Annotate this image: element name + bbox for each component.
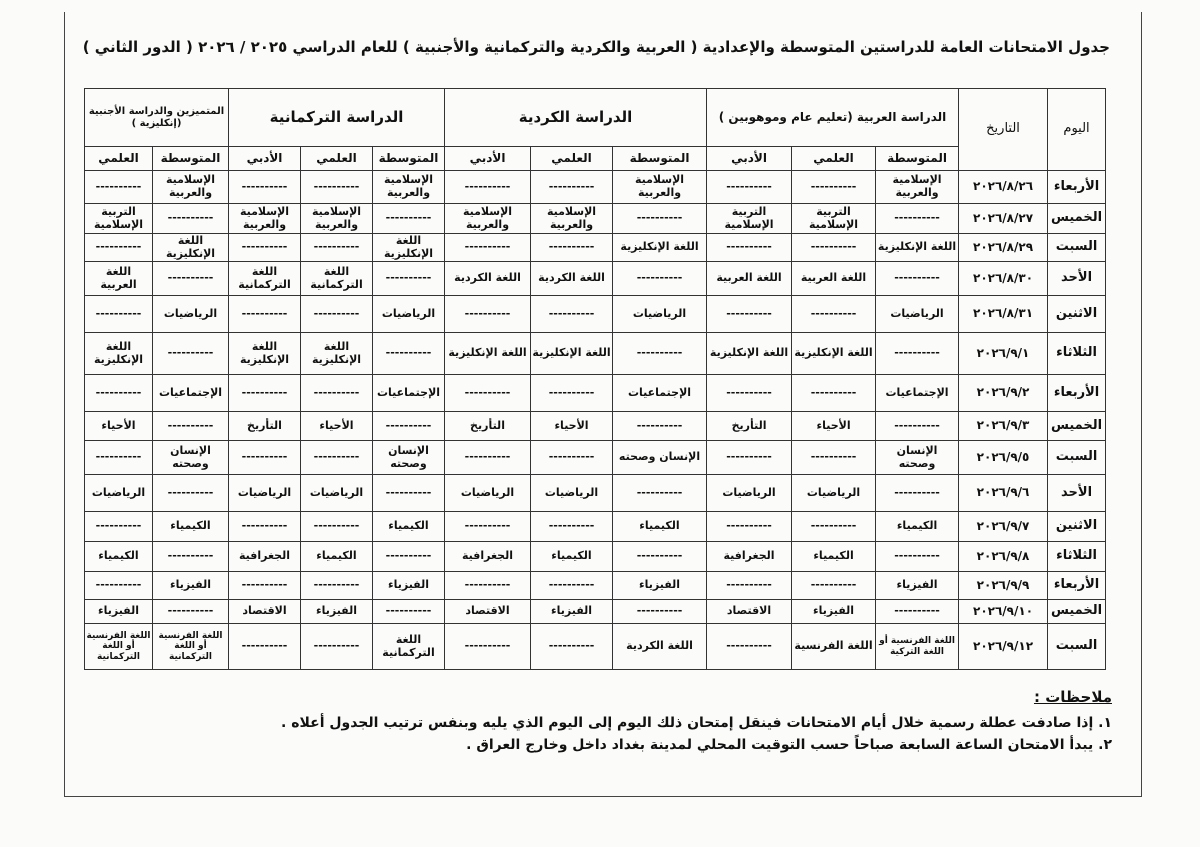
subject-cell: الفيزياء (531, 600, 613, 624)
subject-cell: ---------- (445, 171, 531, 204)
subject-cell: الفيزياء (373, 572, 445, 600)
row-day: السبت (1048, 234, 1106, 262)
subject-cell: ---------- (229, 624, 301, 670)
subject-cell: ---------- (531, 624, 613, 670)
row-day: الخميس (1048, 412, 1106, 441)
header-arabic-literary: الأدبي (707, 147, 792, 171)
subject-cell: ---------- (153, 475, 229, 512)
subject-cell: الإنسان وصحته (613, 441, 707, 475)
subject-cell: ---------- (373, 475, 445, 512)
row-day: الأربعاء (1048, 572, 1106, 600)
subject-cell: ---------- (301, 572, 373, 600)
subject-cell: ---------- (229, 171, 301, 204)
subject-cell: اللغة الإنكليزية (229, 333, 301, 375)
subject-cell: ---------- (792, 296, 876, 333)
subject-cell: الإجتماعيات (876, 375, 959, 412)
subject-cell: اللغة الفرنسية أو اللغة التركية (876, 624, 959, 670)
row-day: الخميس (1048, 204, 1106, 234)
subject-cell: اللغة العربية (707, 262, 792, 296)
table-row (85, 475, 1106, 512)
subject-cell: ---------- (531, 296, 613, 333)
subject-cell: الاقتصاد (707, 600, 792, 624)
subject-cell: الجغرافية (229, 542, 301, 572)
subject-cell: ---------- (707, 441, 792, 475)
subject-cell: الفيزياء (613, 572, 707, 600)
subject-cell: ---------- (153, 542, 229, 572)
subject-cell: الرياضيات (153, 296, 229, 333)
subject-cell: ---------- (613, 412, 707, 441)
row-day: الأحد (1048, 262, 1106, 296)
subject-cell: ---------- (707, 296, 792, 333)
row-date: ٢٠٢٦/٩/٦ (959, 475, 1048, 512)
subject-cell: اللغة التركمانية (373, 624, 445, 670)
subject-cell: الفيزياء (792, 600, 876, 624)
subject-cell: الإسلامية والعربية (445, 204, 531, 234)
subject-cell: الإسلامية والعربية (373, 171, 445, 204)
subject-cell: ---------- (792, 234, 876, 262)
subject-cell: الإسلامية والعربية (531, 204, 613, 234)
subject-cell: الاقتصاد (445, 600, 531, 624)
subject-cell: الكيمياء (153, 512, 229, 542)
subject-cell: ---------- (531, 171, 613, 204)
subject-cell: ---------- (229, 512, 301, 542)
subject-cell: اللغة الإنكليزية (445, 333, 531, 375)
subject-cell: اللغة الإنكليزية (613, 234, 707, 262)
subject-cell: ---------- (373, 542, 445, 572)
subject-cell: الاقتصاد (229, 600, 301, 624)
subject-cell: اللغة الفرنسية أو اللغة التركمانية (153, 624, 229, 670)
subject-cell: اللغة الإنكليزية (153, 234, 229, 262)
subject-cell: الإسلامية والعربية (153, 171, 229, 204)
subject-cell: ---------- (153, 412, 229, 441)
subject-cell: اللغة الإنكليزية (707, 333, 792, 375)
row-day: الأحد (1048, 475, 1106, 512)
subject-cell: ---------- (373, 600, 445, 624)
subject-cell: اللغة الإنكليزية (531, 333, 613, 375)
subject-cell: الأحياء (301, 412, 373, 441)
table-row (85, 542, 1106, 572)
subject-cell: ---------- (876, 262, 959, 296)
subject-cell: ---------- (792, 375, 876, 412)
subject-cell: ---------- (229, 234, 301, 262)
subject-cell: الإسلامية والعربية (301, 204, 373, 234)
subject-cell: ---------- (301, 296, 373, 333)
subject-cell: التأريخ (445, 412, 531, 441)
note-2: ٢. يبدأ الامتحان الساعة السابعة صباحاً حسب التوقيت المحلي لمدينة بغداد داخل وخارج العراق . (466, 737, 1112, 753)
subject-cell: ---------- (153, 333, 229, 375)
subject-cell: ---------- (85, 296, 153, 333)
table-row (85, 572, 1106, 600)
subject-cell: ---------- (85, 171, 153, 204)
subject-cell: الإنسان وصحته (153, 441, 229, 475)
subject-cell: ---------- (229, 572, 301, 600)
subject-cell: التربية الإسلامية (85, 204, 153, 234)
subject-cell: الكيمياء (613, 512, 707, 542)
table-row (85, 512, 1106, 542)
subject-cell: ---------- (85, 512, 153, 542)
subject-cell: ---------- (792, 512, 876, 542)
row-date: ٢٠٢٦/٨/٣٠ (959, 262, 1048, 296)
table-row (85, 375, 1106, 412)
header-foreign-middle: المتوسطة (153, 147, 229, 171)
subject-cell: الإسلامية والعربية (876, 171, 959, 204)
subject-cell: اللغة العربية (85, 262, 153, 296)
row-date: ٢٠٢٦/٩/٨ (959, 542, 1048, 572)
table-row (85, 441, 1106, 475)
subject-cell: اللغة العربية (792, 262, 876, 296)
header-kurdish-literary: الأدبي (445, 147, 531, 171)
subject-cell: الجغرافية (707, 542, 792, 572)
subject-cell: ---------- (85, 234, 153, 262)
subject-cell: الإجتماعيات (153, 375, 229, 412)
row-day: الاثنين (1048, 296, 1106, 333)
header-turkmen-literary: الأدبي (229, 147, 301, 171)
subject-cell: ---------- (876, 475, 959, 512)
header-day: اليوم (1048, 89, 1106, 171)
subject-cell: الفيزياء (876, 572, 959, 600)
header-kurdish-middle: المتوسطة (613, 147, 707, 171)
subject-cell: الكيمياء (85, 542, 153, 572)
subject-cell: اللغة الفرنسية (792, 624, 876, 670)
subject-cell: ---------- (613, 475, 707, 512)
header-group-kurdish: الدراسة الكردية (445, 89, 707, 147)
subject-cell: ---------- (373, 204, 445, 234)
page-title: جدول الامتحانات العامة للدراستين المتوسطة والإعدادية ( العربية والكردية والتركمانية والأجنبية ) للعام الدراسي ٢٠٢٥ / ٢٠٢٦ ( الدور الثاني ) (82, 38, 1110, 56)
subject-cell: ---------- (373, 262, 445, 296)
header-group-arabic: الدراسة العربية (تعليم عام وموهوبين ) (707, 89, 959, 147)
subject-cell: الكيمياء (876, 512, 959, 542)
subject-cell: ---------- (445, 296, 531, 333)
subject-cell: الكيمياء (373, 512, 445, 542)
subject-cell: ---------- (707, 375, 792, 412)
subject-cell: ---------- (445, 375, 531, 412)
subject-cell: ---------- (301, 234, 373, 262)
subject-cell: الأحياء (792, 412, 876, 441)
exam-schedule-table (84, 88, 1106, 670)
subject-cell: اللغة التركمانية (301, 262, 373, 296)
table-row (85, 204, 1106, 234)
subject-cell: الرياضيات (792, 475, 876, 512)
subject-cell: ---------- (153, 204, 229, 234)
subject-cell: ---------- (301, 512, 373, 542)
subject-cell: ---------- (876, 333, 959, 375)
subject-cell: ---------- (876, 542, 959, 572)
row-date: ٢٠٢٦/٩/٥ (959, 441, 1048, 475)
subject-cell: التربية الإسلامية (792, 204, 876, 234)
subject-cell: ---------- (876, 204, 959, 234)
row-day: الأربعاء (1048, 375, 1106, 412)
header-arabic-science: العلمي (792, 147, 876, 171)
row-date: ٢٠٢٦/٩/١٠ (959, 600, 1048, 624)
subject-cell: الرياضيات (613, 296, 707, 333)
subject-cell: ---------- (153, 262, 229, 296)
row-date: ٢٠٢٦/٩/١٢ (959, 624, 1048, 670)
subject-cell: ---------- (229, 441, 301, 475)
subject-cell: اللغة الكردية (531, 262, 613, 296)
header-turkmen-science: العلمي (301, 147, 373, 171)
header-date: التاريخ (959, 89, 1048, 171)
row-day: السبت (1048, 624, 1106, 670)
subject-cell: الفيزياء (153, 572, 229, 600)
table-header-row-groups (85, 89, 1106, 147)
subject-cell: ---------- (445, 572, 531, 600)
subject-cell: ---------- (707, 624, 792, 670)
row-day: الاثنين (1048, 512, 1106, 542)
subject-cell: الأحياء (531, 412, 613, 441)
subject-cell: ---------- (301, 441, 373, 475)
row-date: ٢٠٢٦/٨/٣١ (959, 296, 1048, 333)
subject-cell: اللغة الفرنسية أو اللغة التركمانية (85, 624, 153, 670)
subject-cell: ---------- (445, 441, 531, 475)
subject-cell: التأريخ (229, 412, 301, 441)
subject-cell: ---------- (85, 572, 153, 600)
subject-cell: ---------- (445, 624, 531, 670)
notes-section (212, 688, 1112, 756)
subject-cell: الإجتماعيات (373, 375, 445, 412)
subject-cell: الكيمياء (531, 542, 613, 572)
table-row (85, 171, 1106, 204)
header-turkmen-middle: المتوسطة (373, 147, 445, 171)
subject-cell: ---------- (301, 375, 373, 412)
subject-cell: ---------- (373, 333, 445, 375)
subject-cell: الرياضيات (85, 475, 153, 512)
header-foreign-science: العلمي (85, 147, 153, 171)
row-date: ٢٠٢٦/٩/١ (959, 333, 1048, 375)
subject-cell: ---------- (876, 600, 959, 624)
subject-cell: الإسلامية والعربية (613, 171, 707, 204)
subject-cell: ---------- (613, 204, 707, 234)
subject-cell: ---------- (531, 441, 613, 475)
subject-cell: ---------- (445, 512, 531, 542)
subject-cell: ---------- (613, 542, 707, 572)
table-row (85, 296, 1106, 333)
subject-cell: الرياضيات (301, 475, 373, 512)
subject-cell: ---------- (531, 234, 613, 262)
table-row (85, 600, 1106, 624)
subject-cell: الجغرافية (445, 542, 531, 572)
header-kurdish-science: العلمي (531, 147, 613, 171)
subject-cell: اللغة الإنكليزية (373, 234, 445, 262)
subject-cell: الرياضيات (373, 296, 445, 333)
subject-cell: ---------- (229, 375, 301, 412)
table-row (85, 262, 1106, 296)
subject-cell: ---------- (792, 171, 876, 204)
subject-cell: ---------- (531, 572, 613, 600)
subject-cell: ---------- (531, 512, 613, 542)
row-day: السبت (1048, 441, 1106, 475)
subject-cell: اللغة الكردية (613, 624, 707, 670)
header-group-foreign: المتميزين والدراسة الأجنبية (إنكليزية ) (85, 89, 229, 147)
subject-cell: ---------- (792, 441, 876, 475)
subject-cell: ---------- (445, 234, 531, 262)
subject-cell: ---------- (707, 512, 792, 542)
subject-cell: اللغة الإنكليزية (85, 333, 153, 375)
subject-cell: ---------- (707, 234, 792, 262)
row-day: الأربعاء (1048, 171, 1106, 204)
table-row (85, 624, 1106, 670)
schedule-body (85, 171, 1106, 670)
subject-cell: ---------- (613, 262, 707, 296)
subject-cell: ---------- (153, 600, 229, 624)
subject-cell: ---------- (707, 171, 792, 204)
table-row (85, 234, 1106, 262)
subject-cell: الفيزياء (301, 600, 373, 624)
subject-cell: الكيمياء (792, 542, 876, 572)
subject-cell: ---------- (707, 572, 792, 600)
subject-cell: ---------- (373, 412, 445, 441)
subject-cell: الرياضيات (229, 475, 301, 512)
subject-cell: الرياضيات (445, 475, 531, 512)
row-date: ٢٠٢٦/٩/٩ (959, 572, 1048, 600)
subject-cell: ---------- (613, 333, 707, 375)
subject-cell: ---------- (85, 375, 153, 412)
row-day: الثلاثاء (1048, 333, 1106, 375)
subject-cell: ---------- (531, 375, 613, 412)
subject-cell: الإسلامية والعربية (229, 204, 301, 234)
row-date: ٢٠٢٦/٨/٢٩ (959, 234, 1048, 262)
row-day: الخميس (1048, 600, 1106, 624)
subject-cell: ---------- (792, 572, 876, 600)
row-date: ٢٠٢٦/٨/٢٦ (959, 171, 1048, 204)
subject-cell: التأريخ (707, 412, 792, 441)
row-date: ٢٠٢٦/٨/٢٧ (959, 204, 1048, 234)
subject-cell: اللغة الكردية (445, 262, 531, 296)
header-group-turkmen: الدراسة التركمانية (229, 89, 445, 147)
note-1: ١. إذا صادفت عطلة رسمية خلال أيام الامتحانات فينقل إمتحان ذلك اليوم إلى اليوم الذي يليه وبنفس ترتيب الجدول أعلاه . (281, 715, 1112, 731)
subject-cell: الأحياء (85, 412, 153, 441)
subject-cell: اللغة التركمانية (229, 262, 301, 296)
subject-cell: ---------- (876, 412, 959, 441)
subject-cell: الإجتماعيات (613, 375, 707, 412)
table-header-row-subjects (85, 147, 1106, 171)
row-date: ٢٠٢٦/٩/٣ (959, 412, 1048, 441)
subject-cell: اللغة الإنكليزية (876, 234, 959, 262)
subject-cell: اللغة الإنكليزية (792, 333, 876, 375)
subject-cell: الإنسان وصحته (373, 441, 445, 475)
header-arabic-middle: المتوسطة (876, 147, 959, 171)
table-row (85, 412, 1106, 441)
row-date: ٢٠٢٦/٩/٢ (959, 375, 1048, 412)
table-row (85, 333, 1106, 375)
subject-cell: ---------- (85, 441, 153, 475)
subject-cell: ---------- (229, 296, 301, 333)
subject-cell: الكيمياء (301, 542, 373, 572)
row-day: الثلاثاء (1048, 542, 1106, 572)
subject-cell: التربية الإسلامية (707, 204, 792, 234)
subject-cell: الإنسان وصحته (876, 441, 959, 475)
subject-cell: الفيزياء (85, 600, 153, 624)
notes-title: ملاحظات : (1033, 688, 1112, 706)
subject-cell: الرياضيات (707, 475, 792, 512)
subject-cell: ---------- (301, 624, 373, 670)
subject-cell: الرياضيات (876, 296, 959, 333)
subject-cell: ---------- (613, 600, 707, 624)
subject-cell: ---------- (301, 171, 373, 204)
subject-cell: اللغة الإنكليزية (301, 333, 373, 375)
subject-cell: الرياضيات (531, 475, 613, 512)
row-date: ٢٠٢٦/٩/٧ (959, 512, 1048, 542)
